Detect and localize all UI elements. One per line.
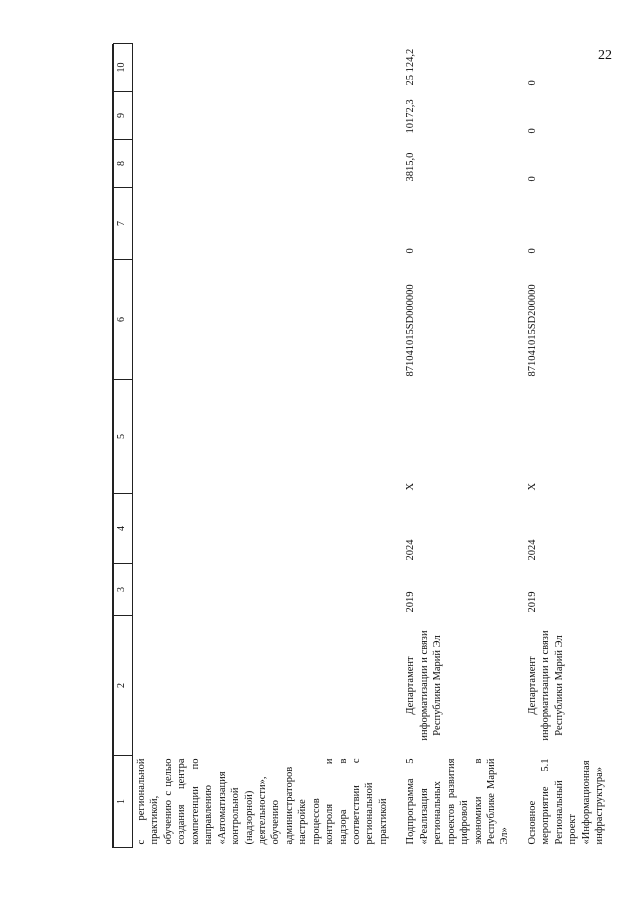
- col-header-6: 6: [114, 260, 133, 380]
- cell-start-year: [133, 564, 393, 616]
- cell-col5: Х: [405, 482, 417, 491]
- table-row: [524, 44, 609, 848]
- cell-col7: [133, 188, 393, 260]
- cell-col7: 0: [405, 248, 417, 254]
- col-header-10: 10: [114, 44, 133, 92]
- table-row: [402, 44, 514, 848]
- cell-executor: Департамент информатизации и связи Республики Марий Эл: [405, 630, 444, 741]
- cell-name: Основное мероприятие 5.1 Региональный проект «Информационная инфраструктура»: [526, 758, 605, 845]
- cell-col5: [133, 380, 393, 494]
- cell-executor: Департамент информатизации и связи Республики Марий Эл: [526, 630, 565, 741]
- header-row: [114, 44, 133, 848]
- cell-col8: [133, 140, 393, 188]
- cell-col9: 10172,3: [405, 99, 417, 134]
- cell-col10: [133, 44, 393, 92]
- cell-col10: 0: [526, 80, 538, 86]
- cell-col5: Х: [526, 482, 538, 491]
- cell-end-year: [133, 494, 393, 564]
- col-header-7: 7: [114, 188, 133, 260]
- cell-start-year: 2019: [405, 591, 417, 613]
- cell-name: с региональной практикой, обучению с целью создания центра компетенции по направлению «Автоматизация контрольной (надзорной) деятельности», обучению администраторов настройке процессов контроля и надзора в соответствии с региональной практикой: [136, 758, 389, 845]
- cell-col8: 3815,0: [405, 152, 417, 182]
- col-header-4: 4: [114, 494, 133, 564]
- program-table: [113, 43, 608, 848]
- col-header-1: 1: [114, 756, 133, 848]
- table-row: [133, 44, 393, 848]
- cell-start-year: 2019: [526, 591, 538, 613]
- col-header-2: 2: [114, 616, 133, 756]
- cell-name: Подпрограмма 5 «Реализация региональных проектов развития цифровой экономики в Республике Марий Эл»: [405, 758, 511, 845]
- cell-end-year: 2024: [526, 539, 538, 561]
- col-header-8: 8: [114, 140, 133, 188]
- cell-code: [133, 260, 393, 380]
- page-number: 22: [598, 48, 612, 63]
- cell-col8: 0: [526, 176, 538, 182]
- cell-col9: 0: [526, 128, 538, 134]
- cell-col7: 0: [526, 248, 538, 254]
- cell-code: 871041015SD000000: [405, 284, 417, 377]
- cell-col10: 25 124,2: [405, 48, 417, 86]
- cell-executor: [133, 616, 393, 756]
- col-header-5: 5: [114, 380, 133, 494]
- cell-end-year: 2024: [405, 539, 417, 561]
- cell-col9: [133, 92, 393, 140]
- col-header-3: 3: [114, 564, 133, 616]
- cell-code: 871041015SD200000: [526, 284, 538, 377]
- col-header-9: 9: [114, 92, 133, 140]
